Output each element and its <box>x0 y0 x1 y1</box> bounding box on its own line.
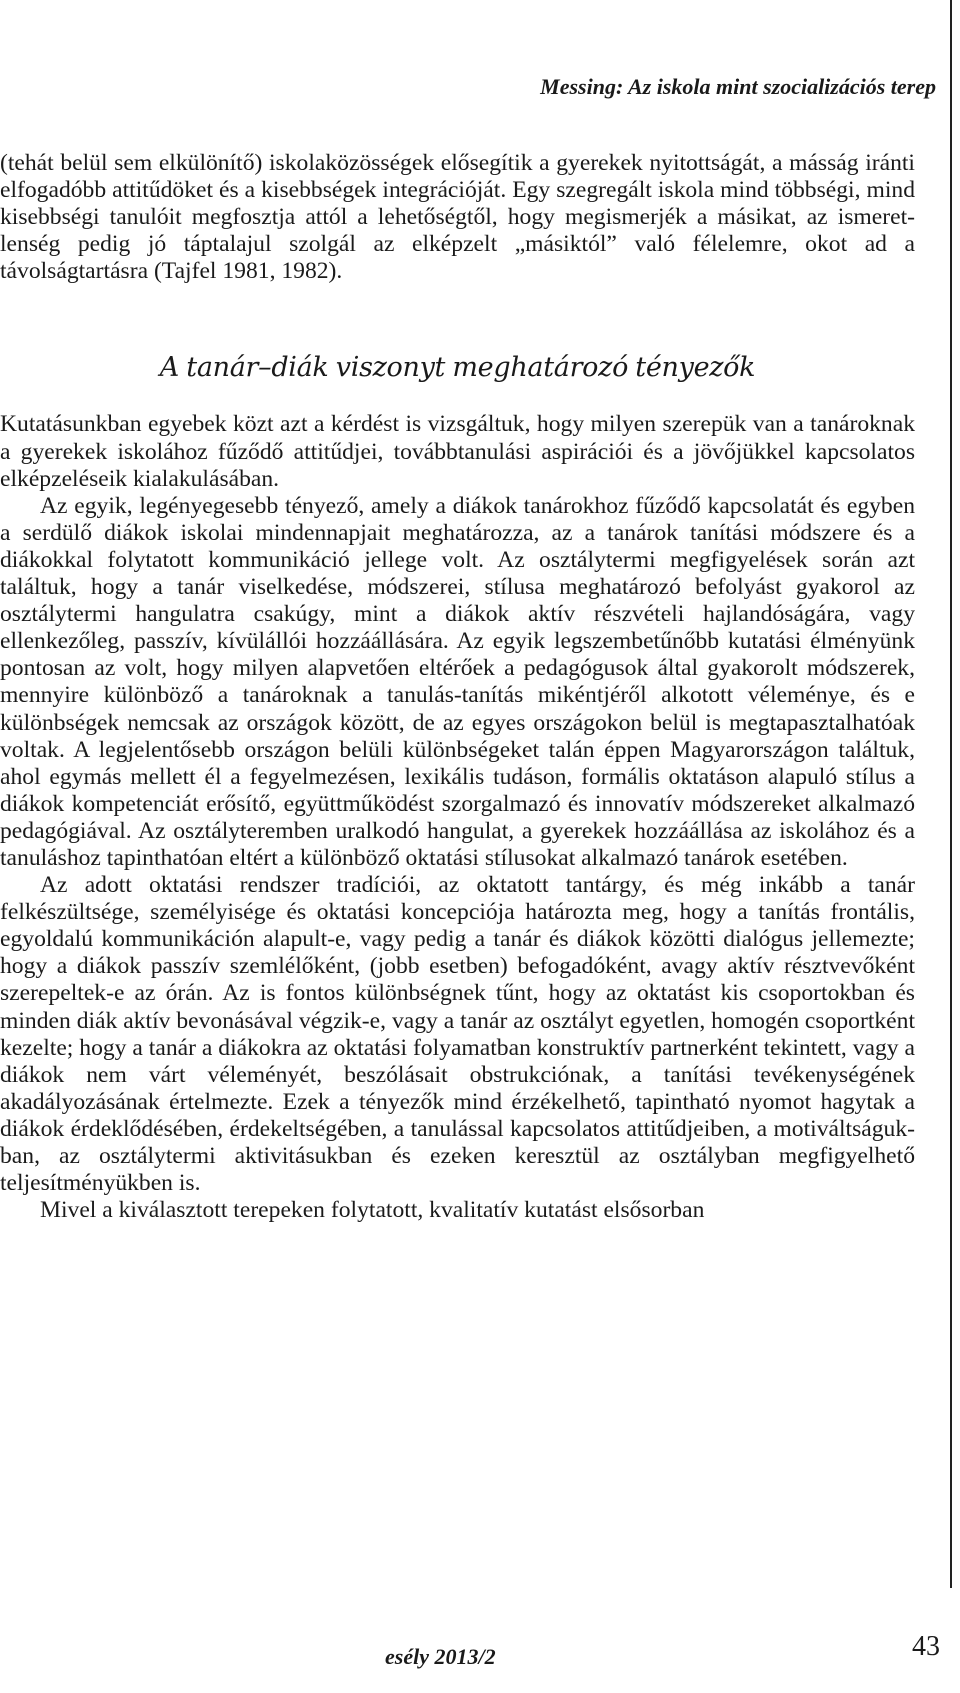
right-margin-rule <box>950 0 952 1588</box>
page-number: 43 <box>912 1631 940 1662</box>
paragraph-3: Az egyik, legényegesebb tényező, amely a diákok tanárokhoz fűződő kapcsolatát és egyben a serdülő diákok iskolai mindennapjait meghatározza, az a tanárok tanítási módszere és a diákokkal folytatott kommunikáció jellege volt. Az osztálytermi megfigyelések során azt találtuk, hogy a tanár viselkedése, módszerei, stílusa meghatározó befolyást gyakorol az osztálytermi hangulatra csakúgy, mint a diákok aktív részvételi hajlandóságára, vagy ellenkezőleg, passzív, kívülállói hozzáállására. Az egyik legszembetűnőbb kutatási élményünk pontosan az volt, hogy milyen alapvetően eltérőek a pedagógusok által gyakorolt módszerek, mennyire különböző a tanároknak a tanulás-tanítás mikéntjéről alkotott véleménye, és e különbségek nemcsak az országok között, de az egyes országokon belül is megtapasztalhatóak voltak. A legjelentősebb országon belüli különbségeket talán éppen Magyarországon találtuk, ahol egymás mellett él a fegyelmezésen, lexikális tudáson, formális oktatáson alapuló stílus a diákok kompetenciát erősítő, együttműködést szorgalmazó és innovatív módszereket alkalmazó pedagógiával. Az osztályteremben uralkodó hangulat, a gyerekek hozzáállása az iskolához és a tanuláshoz tapinthatóan eltért a különböző oktatási stílusokat alkalmazó tanárok esetében. <box>0 492 915 871</box>
article-body <box>0 150 915 1224</box>
section-heading: A tanár–diák viszonyt meghatározó tényezők <box>159 352 756 384</box>
running-title: Messing: Az iskola mint szocializációs terep <box>540 74 936 99</box>
paragraph-4: Az adott oktatási rendszer tradíciói, az oktatott tantárgy, és még inkább a tanár felkészültsége, személyisége és oktatási koncepciója határozta meg, hogy a tanítás frontális, egyoldalú kommunikáción alapult-e, vagy pedig a tanár és diákok közötti dialógus jellemezte; hogy a diákok passzív szemlélőként, (jobb esetben) befogadóként, avagy aktív résztvevőként szerepeltek-e az órán. Az is fontos különbségnek tűnt, hogy az oktatást kis csoportokban és minden diák aktív bevonásával végzik-e, vagy a tanár az osztályt egyetlen, homogén csoportként kezelte; hogy a tanár a diákokra az oktatási folyamatban konstruktív partnerként tekintett, vagy a diákok nem várt véleményét, beszólásait obstrukciónak, a tanítási tevékenységének akadályozásának értelmezte. Ezek a tényezők mind érzékelhető, tapintható nyomot hagytak a diákok érdeklődésében, érdekeltségében, a tanulással kapcsolatos attitűdjeiben, a motiváltságukban, az osztálytermi aktivitásukban és ezeken keresztül az osztályban megfigyelhető teljesítményükben is. <box>0 872 915 1197</box>
paragraph-5: Mivel a kiválasztott terepeken folytatott, kvalitatív kutatást elsősorban <box>40 1197 705 1224</box>
paragraph-1: (tehát belül sem elkülönítő) iskolaközösségek elősegítik a gyerekek nyitottságát, a másság iránti elfogadóbb attitűdöket és a kisebbségek integrációját. Egy szegregált iskola mind többségi, mind kisebbségi tanulóit megfosztja attól a lehetőségtől, hogy megismerjék a másikat, az ismeretlenség pedig jó táptalajul szolgál az elképzelt „másiktól” való félelemre, okot ad a távolságtartásra (Tajfel 1981, 1982). <box>0 150 915 285</box>
journal-issue: esély 2013/2 <box>385 1644 496 1669</box>
paragraph-2: Kutatásunkban egyebek közt azt a kérdést is vizsgáltuk, hogy milyen szerepük van a tanároknak a gyerekek iskolához fűződő attitűdjei, továbbtanulási aspirációi és a jövőjükkel kapcsolatos elképzeléseik kialakulásában. <box>0 411 915 492</box>
